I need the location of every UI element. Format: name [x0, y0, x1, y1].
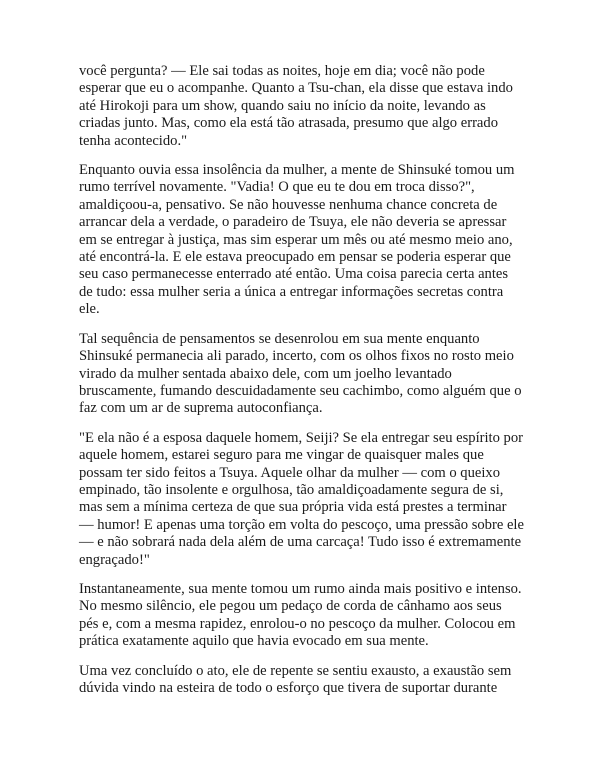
text-line: Instantaneamente, sua mente tomou um rumo ainda mais positivo e intenso. — [79, 580, 522, 597]
text-line: em se entregar à justiça, mas sim esperar um mês ou até mesmo meio ano, — [79, 231, 513, 248]
text-line: prática exatamente aquilo que havia evocado em sua mente. — [79, 633, 429, 650]
text-line: pés e, com a mesma rapidez, enrolou-o no pescoço da mulher. Colocou em — [79, 615, 516, 632]
text-line: rumo terrível novamente. "Vadia! O que eu te dou em troca disso?", — [79, 179, 475, 196]
text-line: Enquanto ouvia essa insolência da mulher, a mente de Shinsuké tomou um — [79, 162, 515, 179]
text-line: amaldiçoou-a, pensativo. Se não houvesse nenhuma chance concreta de — [79, 196, 498, 213]
text-line: — e não sobrará nada dela além de uma carcaça! Tudo isso é extremamente — [79, 534, 522, 551]
text-line: seu caso permanecesse enterrado até então. Uma coisa parecia certa antes — [79, 266, 509, 283]
paragraph-6 — [79, 663, 515, 698]
text-line: bruscamente, fumando descuidadamente seu cachimbo, como alguém que o — [79, 382, 522, 399]
text-line: Uma vez concluído o ato, ele de repente se sentiu exausto, a exaustão sem — [79, 662, 512, 679]
paragraph-5 — [79, 580, 522, 651]
text-line: virado da mulher sentada abaixo dele, com um joelho levantado — [79, 365, 452, 382]
text-line: Shinsuké permanecia ali parado, incerto, com os olhos fixos no rosto meio — [79, 348, 514, 365]
text-line: — humor! E apenas uma torção em volta do pescoço, uma pressão sobre ele — [79, 516, 524, 533]
text-line: faz com um ar de suprema autoconfiança. — [79, 400, 323, 417]
paragraph-4 — [79, 429, 524, 569]
body-text — [79, 63, 524, 709]
paragraph-3 — [79, 330, 522, 418]
text-line: dúvida vindo na esteira de todo o esforço que tivera de suportar durante — [79, 680, 498, 696]
text-line: até encontrá-la. E ele estava preocupado em pensar se poderia esperar que — [79, 249, 511, 266]
text-line: arrancar dela a verdade, o paradeiro de Tsuya, ele não deveria se apressar — [79, 214, 507, 231]
text-line: empinado, tão insolente e orgulhosa, tão amaldiçoadamente segura de si, — [79, 481, 504, 498]
text-line: No mesmo silêncio, ele pegou um pedaço de corda de cânhamo aos seus — [79, 598, 502, 615]
text-line: mas sem a mínima certeza de que sua própria vida está prestes a terminar — [79, 499, 507, 516]
text-line: de tudo: essa mulher seria a única a entregar informações secretas contra — [79, 283, 504, 300]
paragraph-2 — [79, 162, 515, 319]
text-line: até Hirokoji para um show, quando saiu no início da noite, levando as — [79, 97, 486, 114]
text-line: aquele homem, estarei seguro para me vingar de quaisquer males que — [79, 447, 484, 464]
text-line: engraçado!" — [79, 551, 150, 568]
text-line: "E ela não é a esposa daquele homem, Seiji? Se ela entregar seu espírito por — [79, 429, 524, 446]
text-line: possam ter sido feitos a Tsuya. Aquele olhar da mulher — com o queixo — [79, 464, 501, 481]
text-line: ele. — [79, 301, 100, 318]
text-line: esperar que eu o acompanhe. Quanto a Tsu-chan, ela disse que estava indo — [79, 80, 513, 97]
text-line: Tal sequência de pensamentos se desenrolou em sua mente enquanto — [79, 330, 480, 347]
text-line: você pergunta? — Ele sai todas as noites, hoje em dia; você não pode — [79, 63, 485, 79]
text-line: tenha acontecido." — [79, 132, 188, 149]
paragraph-1 — [79, 63, 515, 150]
text-line: criadas junto. Mas, como ela está tão atrasada, presumo que algo errado — [79, 115, 499, 132]
